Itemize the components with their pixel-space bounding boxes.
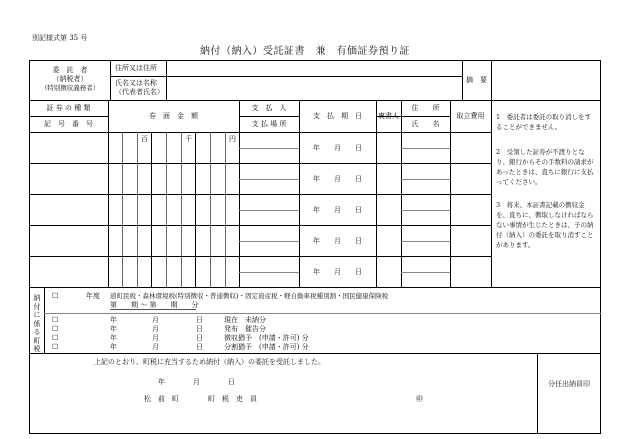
receipt-statement: 上記のとおり、町税に充当するため納付（納入）の委託を受託しました。 xyxy=(94,358,325,366)
pay-date-header: 支 払 期 日 xyxy=(313,112,362,120)
tax-row4-month: 月 xyxy=(152,343,159,351)
tax-row2-year: 年 xyxy=(110,325,117,333)
tax-row3-day: 日 xyxy=(196,334,203,342)
address-label: 住所又は住所 xyxy=(115,64,157,72)
note-3: 3 将来、本証書記載の徴収金を、直ちに、徴取しなければならない事情が生じたときは、子の納付（納入）の委託を取り消すことがあります。 xyxy=(496,201,594,249)
name-field[interactable] xyxy=(167,77,461,100)
pay-date-row-2[interactable]: 年 月 日 xyxy=(313,175,362,183)
tax-side-label: 納付に係る町税 xyxy=(33,294,41,353)
tax-row1-year: 年 xyxy=(110,316,117,324)
entrustor-label: 委 託 者 xyxy=(52,66,88,74)
note-1: 1 委託者は委託の取り消しをすることができません。 xyxy=(496,113,592,131)
pay-place-header: 支 払 場 所 xyxy=(251,120,287,128)
special-collector-label: （特別徴収義務者） xyxy=(40,84,100,92)
tax-types: 道町民税・森林環境税(特別徴収・普通徴収)・固定資産税・軽自動車税種別割・国民健康保険税 xyxy=(110,292,389,300)
tax-row1-text: 現在 未納分 xyxy=(224,316,266,324)
pay-date-row-4[interactable]: 年 月 日 xyxy=(313,237,362,245)
tax-row1-month: 月 xyxy=(152,316,159,324)
form-number: 別記様式第 35 号 xyxy=(32,34,88,42)
pay-date-row-3[interactable]: 年 月 日 xyxy=(313,206,362,214)
tax-checkbox-3[interactable]: ☐ xyxy=(52,325,59,333)
name-label: 氏名又は名称 xyxy=(115,79,157,87)
cashier-seal-label: 分任出納員印 xyxy=(548,380,590,388)
tax-row3-year: 年 xyxy=(110,334,117,342)
tax-row2-text: 発布 催告分 xyxy=(224,325,266,333)
face-amount-header: 券 面 金 額 xyxy=(149,112,198,120)
payer-header: 支 払 人 xyxy=(251,104,287,112)
town-name: 松 前 町 xyxy=(144,395,179,403)
tax-official-label: 町 税 吏 員 xyxy=(208,395,257,403)
tax-row3-month: 月 xyxy=(152,334,159,342)
tax-checkbox-2[interactable]: ☐ xyxy=(52,316,59,324)
representative-label: （代表者氏名） xyxy=(115,88,164,96)
tax-row2-day: 日 xyxy=(196,325,203,333)
tax-period: 第 期 ～ 第 期 分 xyxy=(110,301,199,309)
taxpayer-label: （納税者） xyxy=(52,75,88,83)
fee-header: 取立費用 xyxy=(456,112,485,120)
tax-checkbox-1[interactable]: ☐ xyxy=(52,292,59,300)
submitter-header: 裏書人 xyxy=(378,112,399,120)
tax-row4-text: 分割猶予 (申請・許可) 分 xyxy=(224,343,309,351)
address-header: 住 所 xyxy=(411,104,440,112)
tax-row4-day: 日 xyxy=(196,343,203,351)
pay-date-row-5[interactable]: 年 月 日 xyxy=(313,268,362,276)
name-header: 氏 名 xyxy=(411,120,440,128)
seal-mark: ㊞ xyxy=(416,395,423,403)
tax-checkbox-5[interactable]: ☐ xyxy=(52,343,59,351)
unit-yen: 円 xyxy=(229,135,236,143)
page-title: 納付（納入）受託証書 兼 有価証券預り証 xyxy=(200,46,410,57)
number-header: 記 号 番 号 xyxy=(44,120,93,128)
tax-row4-year: 年 xyxy=(110,343,117,351)
note-2: 2 受領した証券が不渡りとなり、銀行からその手数料の請求があったときは、直ちに銀行に支払ってください。 xyxy=(496,148,594,186)
unit-hundred: 百 xyxy=(141,135,148,143)
tax-row2-month: 月 xyxy=(152,325,159,333)
unit-thousand: 千 xyxy=(185,135,192,143)
pay-date-row-1[interactable]: 年 月 日 xyxy=(313,144,362,152)
tax-year-label: 年度 xyxy=(86,292,100,300)
tax-row1-day: 日 xyxy=(196,316,203,324)
security-type-header: 証 券 の 種 類 xyxy=(46,104,91,112)
tax-row3-text: 徴収猶予 (申請・許可) 分 xyxy=(224,334,309,342)
tax-checkbox-4[interactable]: ☐ xyxy=(52,334,59,342)
summary-label: 摘 要 xyxy=(466,76,487,84)
receipt-date[interactable]: 年 月 日 xyxy=(158,378,235,386)
address-field[interactable] xyxy=(167,61,461,76)
